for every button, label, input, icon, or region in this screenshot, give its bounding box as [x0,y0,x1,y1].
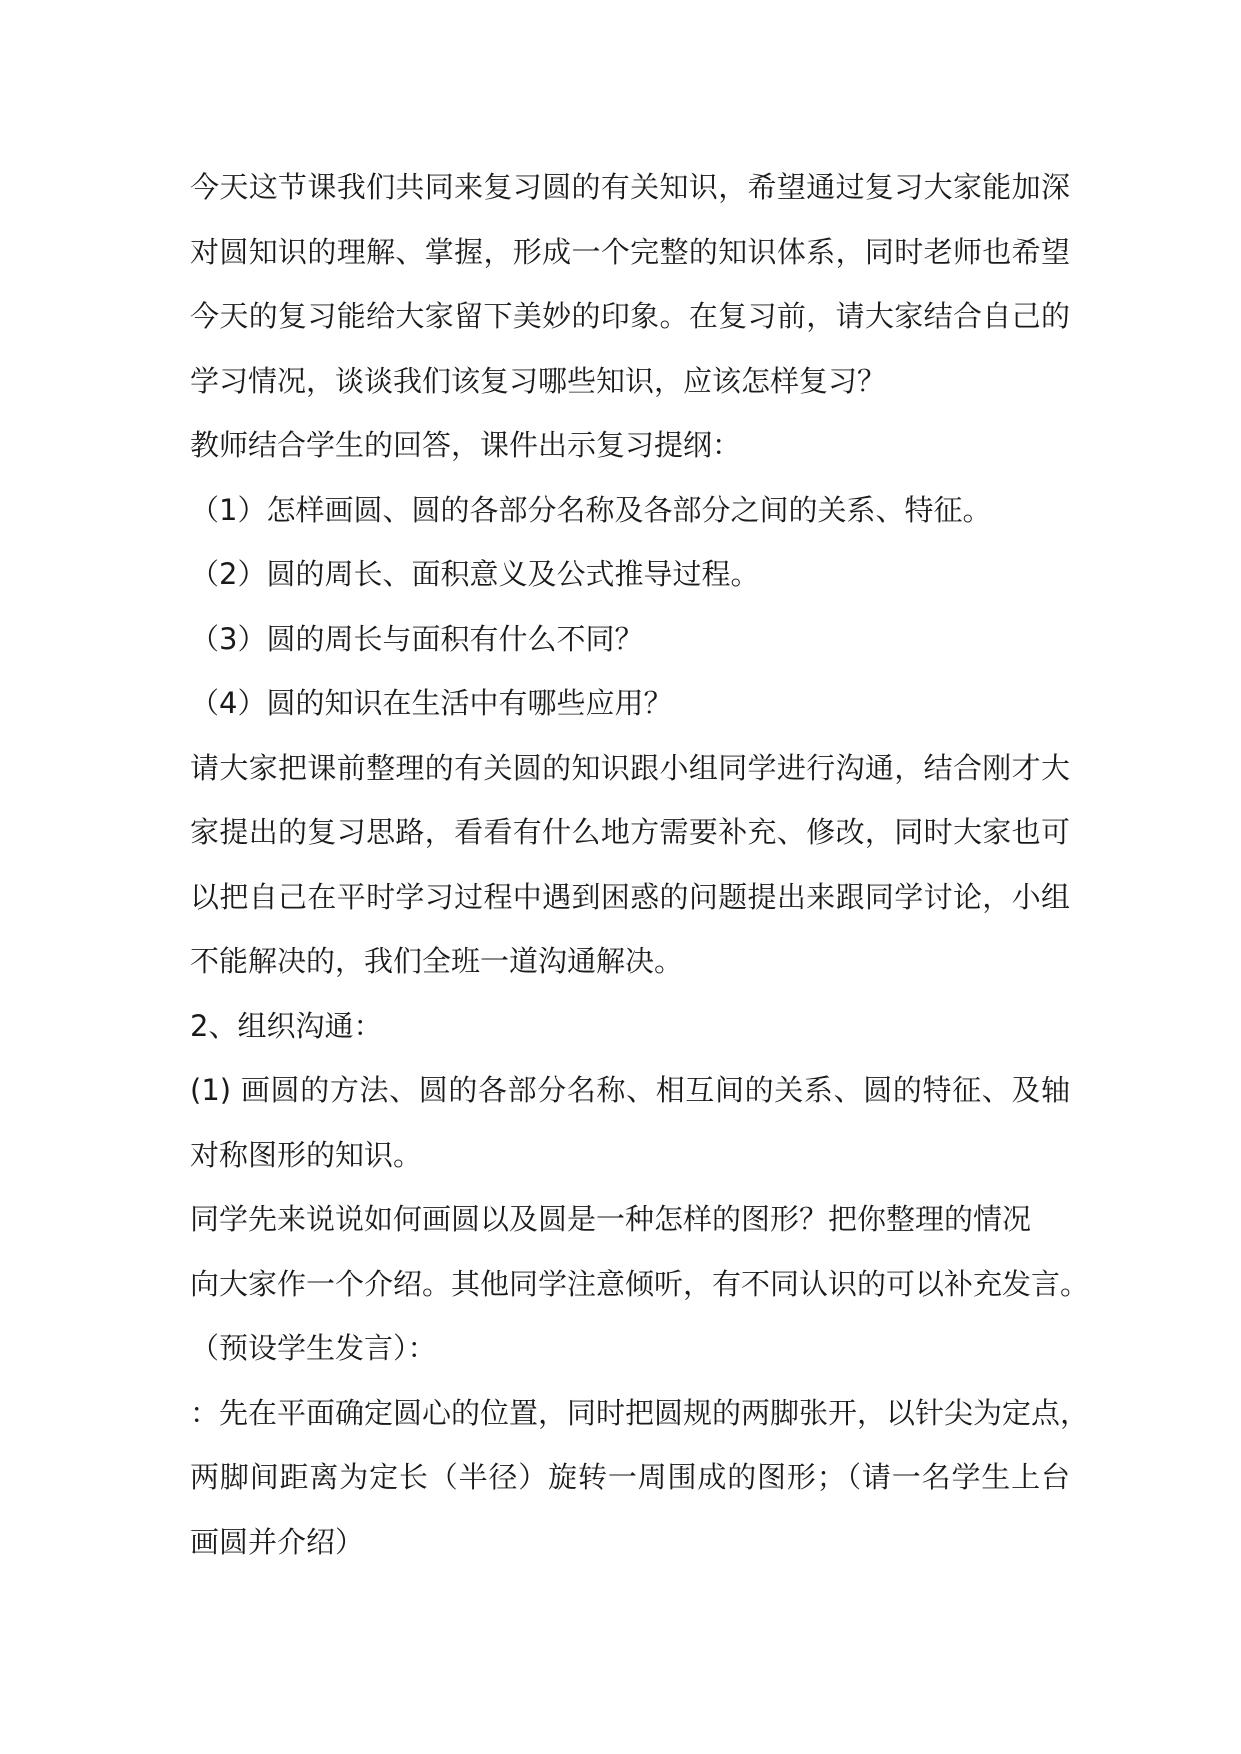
text-line: 对圆知识的理解、掌握，形成一个完整的知识体系，同时老师也希望 [190,234,1070,269]
text-line: ：先在平面确定圆心的位置，同时把圆规的两脚张开，以针尖为定点， [190,1395,1090,1430]
text-line: （1）怎样画圆、圆的各部分名称及各部分之间的关系、特征。 [190,492,992,527]
text-line: 请大家把课前整理的有关圆的知识跟小组同学进行沟通，结合刚才大 [190,750,1070,785]
text-line: （2）圆的周长、面积意义及公式推导过程。 [190,557,760,591]
text-line: 同学先来说说如何画圆以及圆是一种怎样的图形？把你整理的情况 [190,1202,1032,1236]
text-line: 两脚间距离为定长（半径）旋转一周围成的图形；（请一名学生上台 [190,1460,1070,1494]
text-line: （预设学生发言）： [190,1331,437,1365]
text-line: 2、组织沟通： [190,1008,383,1043]
text-line: 今天这节课我们共同来复习圆的有关知识，希望通过复习大家能加深 [190,170,1070,204]
text-line: 家提出的复习思路，看看有什么地方需要补充、修改，同时大家也可 [190,815,1070,849]
text-line: 向大家作一个介绍。其他同学注意倾听，有不同认识的可以补充发言。 [190,1266,1090,1301]
text-line: (1) 画圆的方法、圆的各部分名称、相互间的关系、圆的特征、及轴 [190,1073,1070,1107]
text-line: 学习情况，谈谈我们该复习哪些知识，应该怎样复习？ [190,363,887,398]
text-line: 不能解决的，我们全班一道沟通解决。 [190,944,684,978]
text-line: 以把自己在平时学习过程中遇到困惑的问题提出来跟同学讨论，小组 [190,879,1070,914]
text-line: 今天的复习能给大家留下美妙的印象。在复习前，请大家结合自己的 [190,299,1070,333]
text-line: （4）圆的知识在生活中有哪些应用？ [190,686,673,720]
text-line: （3）圆的周长与面积有什么不同？ [190,621,644,656]
text-line: 对称图形的知识。 [190,1137,423,1172]
document-body [190,155,1090,1574]
text-line: 画圆并介绍） [190,1524,365,1559]
text-line: 教师结合学生的回答，课件出示复习提纲： [190,428,742,462]
